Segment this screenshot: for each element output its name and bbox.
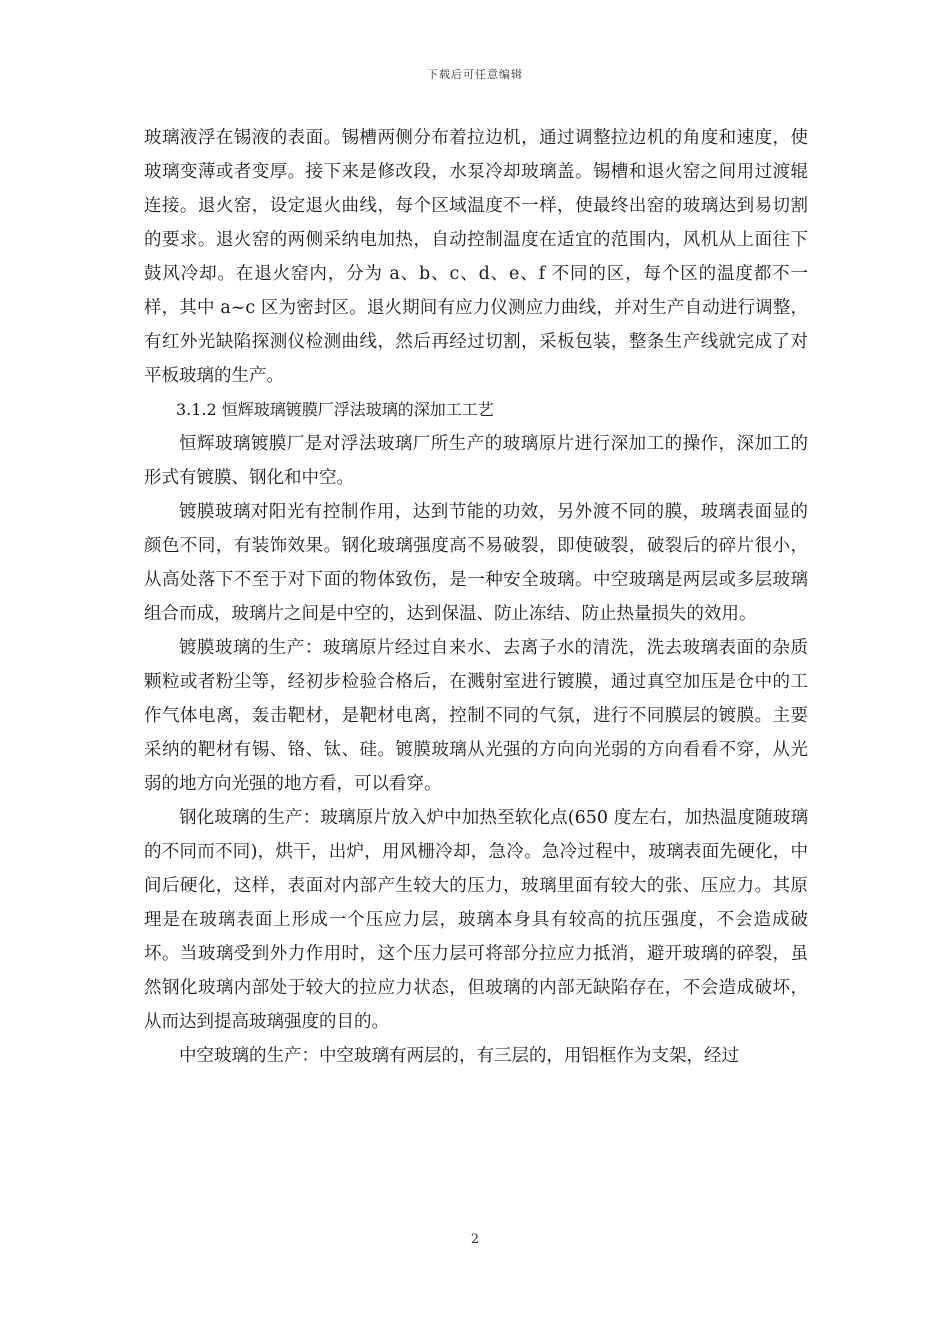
page-header: 下载后可任意编辑 — [427, 68, 523, 81]
paragraph-continuation: 玻璃液浮在锡液的表面。锡槽两侧分布着拉边机，通过调整拉边机的角度和速度，使玻璃变薄或者变厚。接下来是修改段，水泵冷却玻璃盖。锡槽和退火窑之间用过渡辊连接。退火窑，设定退火曲线，每个区域温度不一样，使最终出窑的玻璃达到易切割的要求。退火窑的两侧采纳电加热，自动控制温度在适宜的范围内，风机从上面往下鼓风冷却。在退火窑内，分为 a、b、c、d、e、f 不同的区，每个区的温度都不一样，其中 a~c 区为密封区。退火期间有应力仪测应力曲线，并对生产自动进行调整，有红外光缺陷探测仪检测曲线，然后再经过切割，采板包装，整条生产线就完成了对平板玻璃的生产。 — [144, 128, 808, 386]
paragraph-overview: 镀膜玻璃对阳光有控制作用，达到节能的功效，另外渡不同的膜，玻璃表面显的颜色不同，有装饰效果。钢化玻璃强度高不易破裂，即使破裂，破裂后的碎片很小，从高处落下不至于对下面的物体致伤，是一种安全玻璃。中空玻璃是两层或多层玻璃组合而成，玻璃片之间是中空的，达到保温、防止冻结、防止热量损失的效用。 — [144, 502, 808, 624]
paragraph-intro: 恒辉玻璃镀膜厂是对浮法玻璃厂所生产的玻璃原片进行深加工的操作，深加工的形式有镀膜、钢化和中空。 — [144, 434, 808, 488]
section-heading: 3.1.2 恒辉玻璃镀膜厂浮法玻璃的深加工工艺 — [176, 400, 494, 419]
paragraph-insulated-glass: 中空玻璃的生产：中空玻璃有两层的，有三层的，用铝框作为支架，经过 — [179, 1046, 739, 1066]
document-body — [144, 121, 808, 1073]
paragraph-coated-glass: 镀膜玻璃的生产：玻璃原片经过自来水、去离子水的清洗，洗去玻璃表面的杂质颗粒或者粉尘等，经初步检验合格后，在溅射室进行镀膜，通过真空加压是仓中的工作气体电离，轰击靶材，是靶材电离，控制不同的气氛，进行不同膜层的镀膜。主要采纳的靶材有锡、铬、钛、硅。镀膜玻璃从光强的方向向光弱的方向看看不穿，从光弱的地方向光强的地方看，可以看穿。 — [144, 638, 808, 794]
paragraph-tempered-glass: 钢化玻璃的生产：玻璃原片放入炉中加热至软化点(650 度左右，加热温度随玻璃的不同而不同)，烘干，出炉，用风栅冷却，急冷。急冷过程中，玻璃表面先硬化，中间后硬化，这样，表面对内部产生较大的压力，玻璃里面有较大的张、压应力。其原理是在玻璃表面上形成一个压应力层，玻璃本身具有较高的抗压强度，不会造成破坏。当玻璃受到外力作用时，这个压力层可将部分拉应力抵消，避开玻璃的碎裂，虽然钢化玻璃内部处于较大的拉应力状态，但玻璃的内部无缺陷存在，不会造成破坏，从而达到提高玻璃强度的目的。 — [144, 808, 808, 1032]
page-number: 2 — [470, 1232, 480, 1247]
